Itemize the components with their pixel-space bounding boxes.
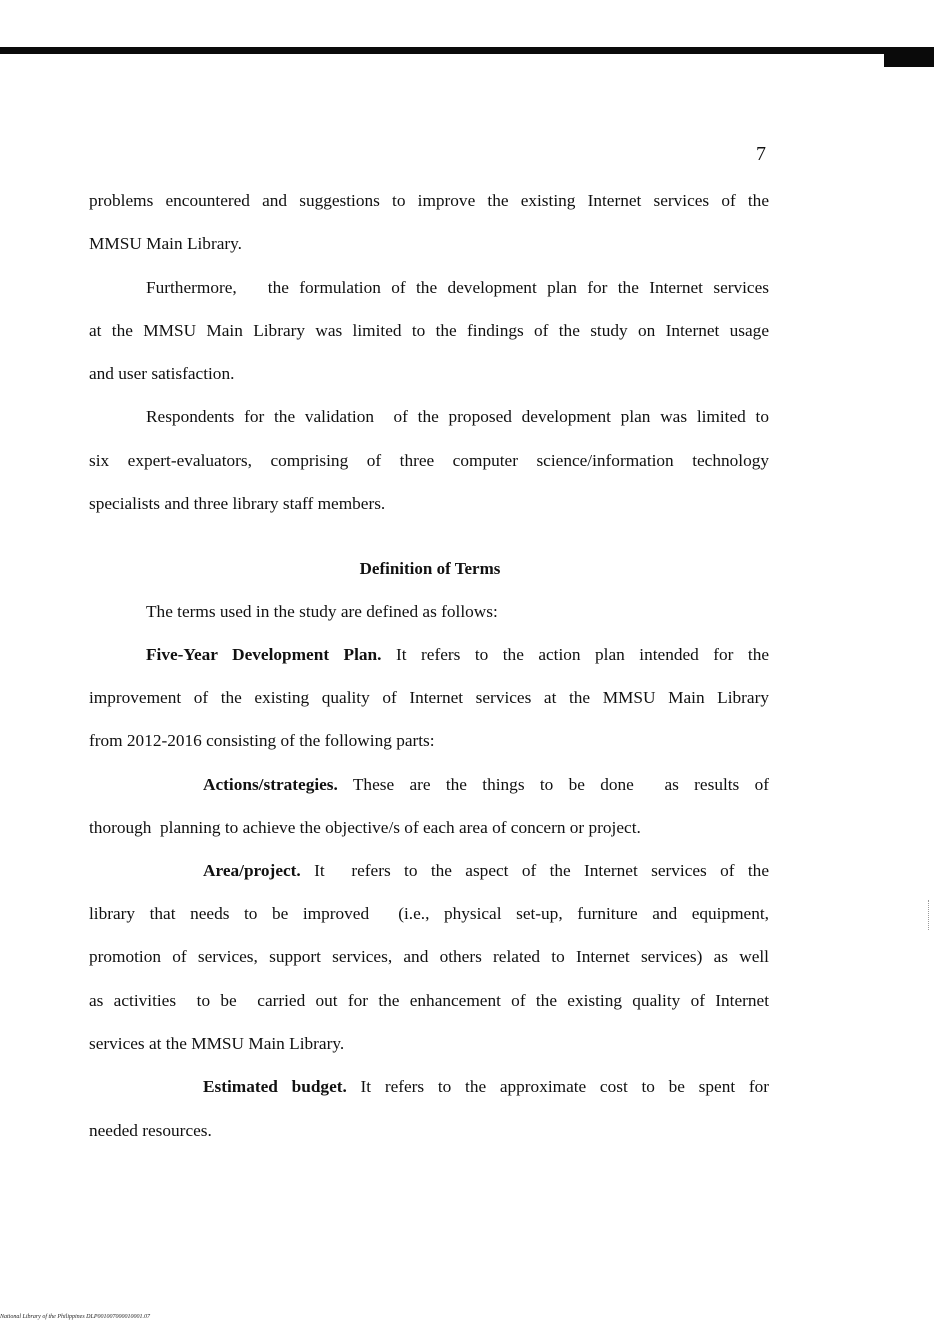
paragraph-line: problems encountered and suggestions to improve the existing Internet services of the — [89, 191, 769, 210]
term-text: It refers to the approximate cost to be spent for — [360, 1077, 770, 1096]
paragraph-line: six expert-evaluators, comprising of three computer science/information technology — [89, 451, 769, 470]
section-intro: The terms used in the study are defined as follows: — [146, 602, 498, 621]
paragraph-line: as activities to be carried out for the enhancement of the existing quality of Internet — [89, 991, 769, 1010]
scan-edge-mark — [928, 900, 930, 930]
paragraph-line: MMSU Main Library. — [89, 234, 242, 253]
paragraph-line: services at the MMSU Main Library. — [89, 1034, 345, 1053]
scan-corner-mark — [884, 47, 934, 67]
paragraph-line: needed resources. — [89, 1121, 212, 1140]
term-estimated-budget-line — [203, 1076, 769, 1098]
term-text: These are the things to be done as results of — [352, 775, 769, 794]
paragraph-line: from 2012-2016 consisting of the following parts: — [89, 731, 435, 750]
section-heading: Definition of Terms — [359, 559, 501, 578]
term-label: Estimated budget. — [203, 1077, 347, 1096]
paragraph-line: specialists and three library staff members. — [89, 494, 386, 513]
term-label: Area/project. — [203, 861, 301, 880]
term-text: It refers to the aspect of the Internet services of the — [314, 861, 769, 880]
term-label: Five-Year Development Plan. — [146, 645, 382, 664]
scan-top-border — [0, 47, 934, 54]
paragraph-line: thorough planning to achieve the objective/s of each area of concern or project. — [89, 818, 641, 837]
paragraph-line: and user satisfaction. — [89, 364, 235, 383]
term-five-year-plan-line — [146, 644, 769, 666]
paragraph-line: improvement of the existing quality of Internet services at the MMSU Main Library — [89, 688, 769, 707]
archive-footer: National Library of the Philippines DLP001007000010001.07 — [0, 1314, 151, 1320]
paragraph-line: promotion of services, support services, and others related to Internet services) as well — [89, 947, 769, 966]
paragraph-line: at the MMSU Main Library was limited to the findings of the study on Internet usage — [89, 321, 769, 340]
paragraph-line: library that needs to be improved (i.e., physical set-up, furniture and equipment, — [89, 904, 769, 923]
paragraph-line: Furthermore, the formulation of the development plan for the Internet services — [146, 278, 769, 297]
term-label: Actions/strategies. — [203, 775, 338, 794]
paragraph-line: Respondents for the validation of the proposed development plan was limited to — [146, 407, 769, 426]
page-number: 7 — [756, 143, 766, 165]
term-area-project-line — [203, 860, 769, 882]
term-actions-strategies-line — [203, 774, 769, 796]
term-text: It refers to the action plan intended for the — [395, 645, 770, 664]
